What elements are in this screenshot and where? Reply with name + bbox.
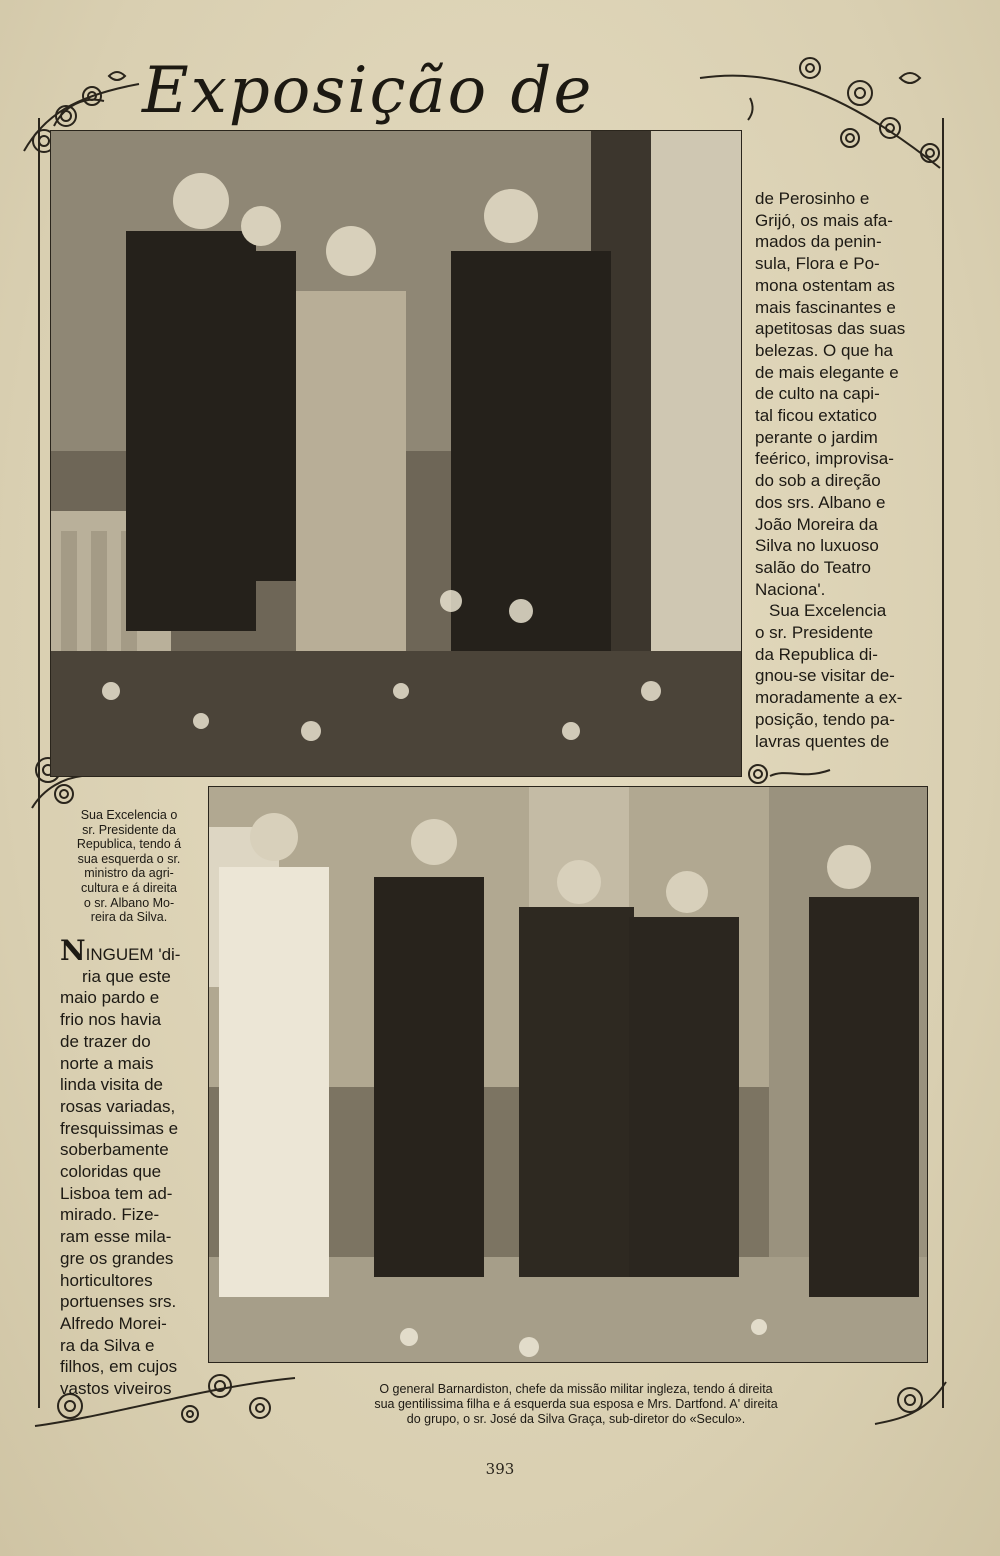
text-line: frio nos havia [60, 1010, 162, 1030]
text-line: Naciona'. [755, 579, 826, 599]
text-line: norte a mais [60, 1053, 154, 1073]
caption-line: cultura e á direita [81, 880, 177, 895]
text-line: vastos viveiros [60, 1379, 172, 1399]
caption-line: reira da Silva. [90, 910, 168, 925]
text-line [60, 934, 200, 967]
caption-line: sua gentilissima filha e á esquerda sua esposa e Mrs. Dartfond. A' direita [374, 1397, 778, 1411]
text-line: moradamente a ex- [755, 688, 903, 708]
text-line: Alfredo Morei- [60, 1313, 167, 1333]
text-line: maio pardo e [60, 988, 160, 1008]
text-line: Sua Excelencia [769, 601, 887, 621]
text-line: gnou-se visitar de- [755, 666, 895, 686]
text-line: lavras quentes de [755, 731, 890, 751]
text-line: dos srs. Albano e [755, 492, 886, 512]
photo-president-visit [50, 130, 742, 777]
text-line: Lisboa tem ad- [60, 1183, 173, 1203]
text-line: ra da Silva e [60, 1335, 155, 1355]
text-line: sula, Flora e Po- [755, 254, 880, 274]
text-line: soberbamente [60, 1140, 169, 1160]
text-line: tal ficou extatico [755, 406, 877, 426]
text-line: Silva no luxuoso [755, 536, 879, 556]
text-line: fresquissimas e [60, 1118, 179, 1138]
text-line: João Moreira da [755, 514, 878, 534]
text-line: mirado. Fize- [60, 1205, 160, 1225]
text-line: rosas variadas, [60, 1096, 176, 1116]
text-line: salão do Teatro [755, 557, 871, 577]
text-line: de culto na capi- [755, 384, 880, 404]
text-line: apetitosas das suas [755, 319, 906, 339]
text-line: filhos, em cujos [60, 1357, 178, 1377]
text-line: ram esse mila- [60, 1227, 172, 1247]
text-line: perante o jardim [755, 427, 878, 447]
caption-line: sua esquerda o sr. [77, 851, 181, 866]
left-text-column [60, 934, 200, 1400]
text-line: de Perosinho e [755, 189, 870, 208]
text-line: de trazer do [60, 1031, 151, 1051]
text-line: belezas. O que ha [755, 340, 893, 360]
caption-line: Republica, tendo á [76, 837, 182, 852]
text-line: da Republica di- [755, 644, 878, 664]
text-line: do sob a direção [755, 471, 881, 491]
text-line-rest: INGUEM 'di- [85, 945, 181, 964]
text-line: de mais elegante e [755, 362, 899, 382]
text-line: coloridas que [60, 1162, 162, 1182]
caption-bottom-photo [286, 1382, 866, 1427]
text-line: linda visita de [60, 1075, 164, 1095]
text-line: posição, tendo pa- [755, 709, 895, 729]
text-line: o sr. Presidente [755, 623, 874, 643]
caption-line: do grupo, o sr. José da Silva Graça, sub-diretor do «Seculo». [406, 1412, 746, 1426]
caption-line: Sua Excelencia o [80, 808, 178, 822]
text-line: mais fascinantes e [755, 297, 896, 317]
text-line: portuenses srs. [60, 1292, 177, 1312]
page-number: 393 [485, 1460, 515, 1478]
right-text-column [755, 188, 920, 752]
caption-top-photo [54, 808, 204, 925]
rose-ornament-icon [870, 1374, 950, 1430]
text-line: horticultores [60, 1270, 153, 1290]
text-line: mona ostentam as [755, 275, 895, 295]
text-line: gre os grandes [60, 1248, 174, 1268]
article-title: Exposição de [142, 54, 594, 128]
caption-line: ministro da agri- [84, 866, 174, 881]
text-line: feérico, improvisa- [755, 449, 894, 469]
text-line: ria que este [82, 966, 171, 986]
caption-line: o sr. Albano Mo- [83, 895, 175, 910]
caption-line: O general Barnardiston, chefe da missão militar ingleza, tendo á direita [379, 1382, 773, 1396]
drop-cap: N [60, 934, 86, 967]
caption-line: sr. Presidente da [82, 822, 176, 837]
text-line: mados da penin- [755, 232, 882, 252]
photo-general-barnardiston [208, 786, 928, 1363]
text-line: Grijó, os mais afa- [755, 210, 893, 230]
